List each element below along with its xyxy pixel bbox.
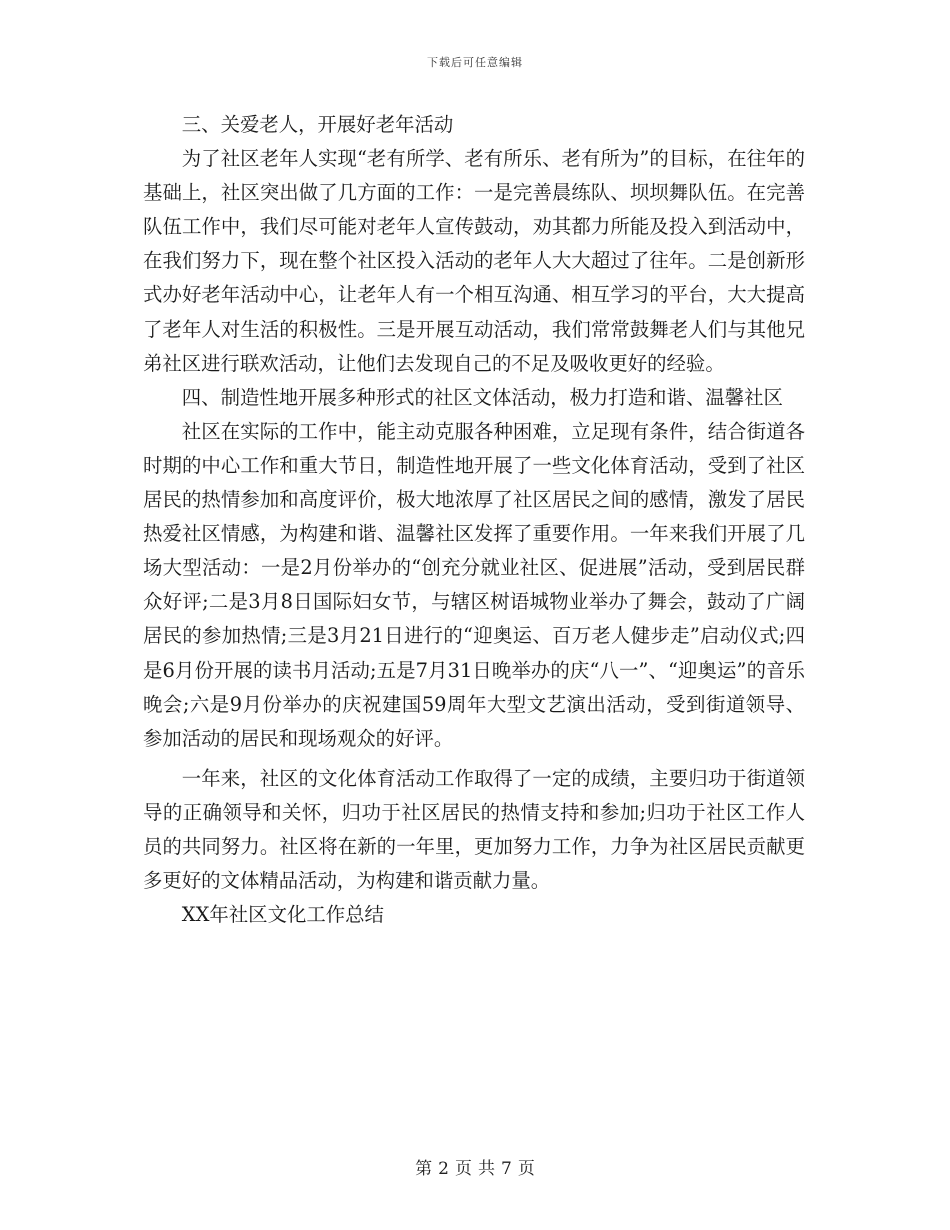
page-header-watermark: 下载后可任意编辑 [427, 56, 523, 69]
current-page-number: 2 [438, 1159, 449, 1179]
paragraph-elderly-activities: 为了社区老年人实现“老有所学、老有所乐、老有所为”的目标，在往年的基础上，社区突出做了几方面的工作：一是完善晨练队、坝坝舞队伍。在完善队伍工作中，我们尽可能对老年人宣传鼓动，劝其都力所能及投入到活动中，在我们努力下，现在整个社区投入活动的老年人大大超过了往年。二是创新形式办好老年活动中心，让老年人有一个相互沟通、相互学习的平台，大大提高了老年人对生活的积极性。三是开展互动活动，我们常常鼓舞老人们与其他兄弟社区进行联欢活动，让他们去发现自己的不足及吸收更好的经验。 [143, 147, 805, 375]
paragraph-next-title: XX年社区文化工作总结 [181, 903, 384, 927]
section-heading-3: 三、关爱老人，开展好老年活动 [181, 113, 454, 136]
paragraph-summary: 一年来，社区的文化体育活动工作取得了一定的成绩，主要归功于街道领导的正确领导和关怀，归功于社区居民的热情支持和参加;归功于社区工作人员的共同努力。社区将在新的一年里，更加努力工作，力争为社区居民贡献更多更好的文体精品活动，为构建和谐贡献力量。 [143, 766, 805, 893]
page-prefix: 第 [415, 1159, 433, 1179]
document-body [143, 108, 805, 932]
page-word: 页 [455, 1159, 472, 1179]
section-heading-4: 四、制造性地开展多种形式的社区文体活动，极力打造和谐、温馨社区 [181, 385, 783, 409]
total-pages-number: 7 [501, 1159, 512, 1179]
page-number-footer [0, 1154, 950, 1179]
total-prefix: 共 [478, 1159, 495, 1179]
paragraph-cultural-activities: 社区在实际的工作中，能主动克服各种困难，立足现有条件，结合街道各时期的中心工作和重大节日，制造性地开展了一些文化体育活动，受到了社区居民的热情参加和高度评价，极大地浓厚了社区居民之间的感情，激发了居民热爱社区情感，为构建和谐、温馨社区发挥了重要作用。一年来我们开展了几场大型活动：一是2月份举办的“创充分就业社区、促进展”活动，受到居民群众好评;二是3月8日国际妇女节，与辖区树语城物业举办了舞会，鼓动了广阔居民的参加热情;三是3月21日进行的“迎奥运、百万老人健步走”启动仪式;四是6月份开展的读书月活动;五是7月31日晚举办的庆“八一”、“迎奥运”的音乐晚会;六是9月份举办的庆祝建国59周年大型文艺演出活动，受到街道领导、参加活动的居民和现场观众的好评。 [143, 419, 805, 750]
total-suffix: 页 [517, 1159, 535, 1179]
